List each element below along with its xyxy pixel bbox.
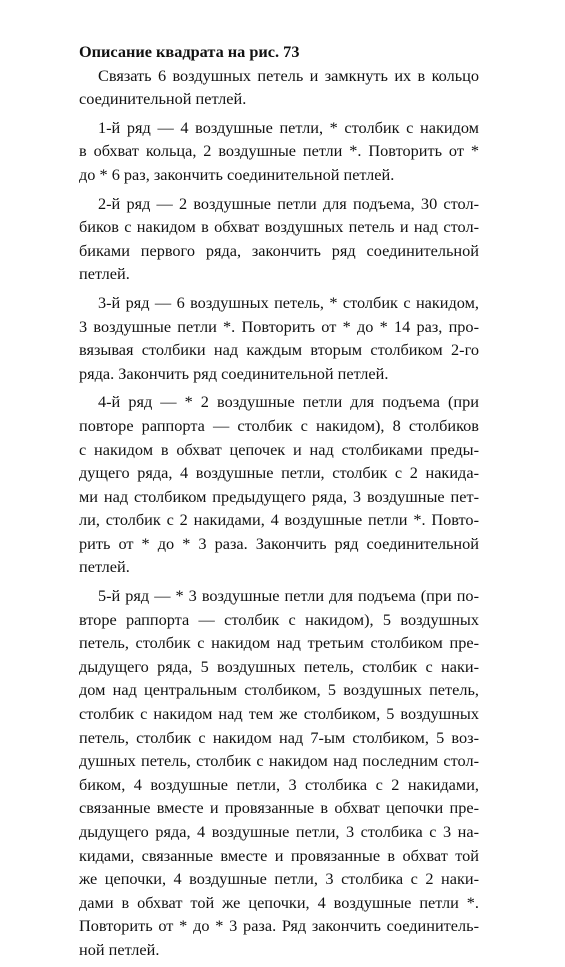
text-line: петлей. [79, 557, 130, 577]
text-line: столбик с накидом над тем же столбиком, 5 воздушных [79, 704, 479, 724]
text-line: дыдущего ряда, 4 воздушные петли, 3 столбика с 3 на- [79, 822, 479, 841]
text-line: ной петлей. [79, 939, 160, 959]
section-heading: Описание квадрата на рис. 73 [79, 42, 300, 61]
text-line: 2-й ряд — 2 воздушные петли для подъема, 30 стол- [98, 193, 479, 213]
body-text [79, 64, 479, 962]
text-line: дущего ряда, 4 воздушные петли, столбик с 2 накида- [79, 463, 479, 483]
text-line: ряда. Закончить ряд соединительной петлей. [79, 363, 389, 383]
text-line: 1-й ряд — 4 воздушные петли, * столбик с накидом [98, 117, 479, 137]
text-line: 4-й ряд — * 2 воздушные петли для подъема (при [98, 392, 479, 412]
text-line: связанные вместе и провязанные в обхват цепочки пре- [79, 798, 479, 818]
text-line: до * 6 раз, закончить соединительной петлей. [79, 164, 395, 184]
text-line: кидами, связанные вместе и провязанные в обхват той [79, 845, 479, 865]
text-line: вторе раппорта — столбик с накидом), 5 воздушных [79, 609, 479, 629]
document-page [79, 40, 479, 967]
text-line: душных петель, столбик с накидом над последним стол- [79, 751, 479, 771]
paragraph [79, 390, 479, 579]
text-line: петель, столбик с накидом над третьим столбиком пре- [79, 633, 479, 653]
text-line: петель, столбик с накидом над 7-ым столбиком, 5 воз- [79, 727, 479, 747]
paragraph [79, 291, 479, 385]
text-line: дами в обхват той же цепочки, 4 воздушные петли *. [79, 892, 479, 912]
text-line: Связать 6 воздушных петель и замкнуть их в кольцо [98, 65, 479, 85]
text-line: 3-й ряд — 6 воздушных петель, * столбик с накидом, [98, 292, 479, 312]
text-line: биков с накидом в обхват воздушных петель и над стол- [79, 217, 479, 237]
text-line: повторе раппорта — столбик с накидом), 8 столбиков [79, 415, 479, 435]
text-line: биком, 4 воздушные петли, 3 столбика с 2 накидами, [79, 774, 479, 794]
text-line: вязывая столбики над каждым вторым столбиком 2-го [79, 340, 479, 360]
text-line: с накидом в обхват цепочек и над столбиками преды- [79, 439, 479, 459]
text-line: ли, столбик с 2 накидами, 4 воздушные петли *. Повто- [79, 510, 479, 530]
text-line: дыдущего ряда, 5 воздушных петель, столбик с наки- [79, 656, 479, 676]
text-line: соединительной петлей. [79, 89, 247, 109]
paragraph [79, 192, 479, 286]
text-line: рить от * до * 3 раза. Закончить ряд соединительной [79, 533, 479, 553]
paragraph [79, 584, 479, 962]
text-line: дом над центральным столбиком, 5 воздушных петель, [79, 680, 479, 700]
text-line: 5-й ряд — * 3 воздушные петли для подъема (при по- [98, 586, 479, 606]
text-line: 3 воздушные петли *. Повторить от * до * 14 раз, про- [79, 316, 479, 336]
text-line: биками первого ряда, закончить ряд соединительной [79, 240, 479, 260]
text-line: Повторить от * до * 3 раза. Ряд закончить соединитель- [79, 916, 479, 936]
text-line: же цепочки, 4 воздушные петли, 3 столбика с 2 наки- [79, 869, 479, 889]
paragraph [79, 116, 479, 187]
text-line: петлей. [79, 264, 130, 284]
text-line: ми над столбиком предыдущего ряда, 3 воздушные пет- [79, 486, 479, 506]
paragraph [79, 64, 479, 111]
text-line: в обхват кольца, 2 воздушные петли *. Повторить от * [79, 141, 479, 161]
